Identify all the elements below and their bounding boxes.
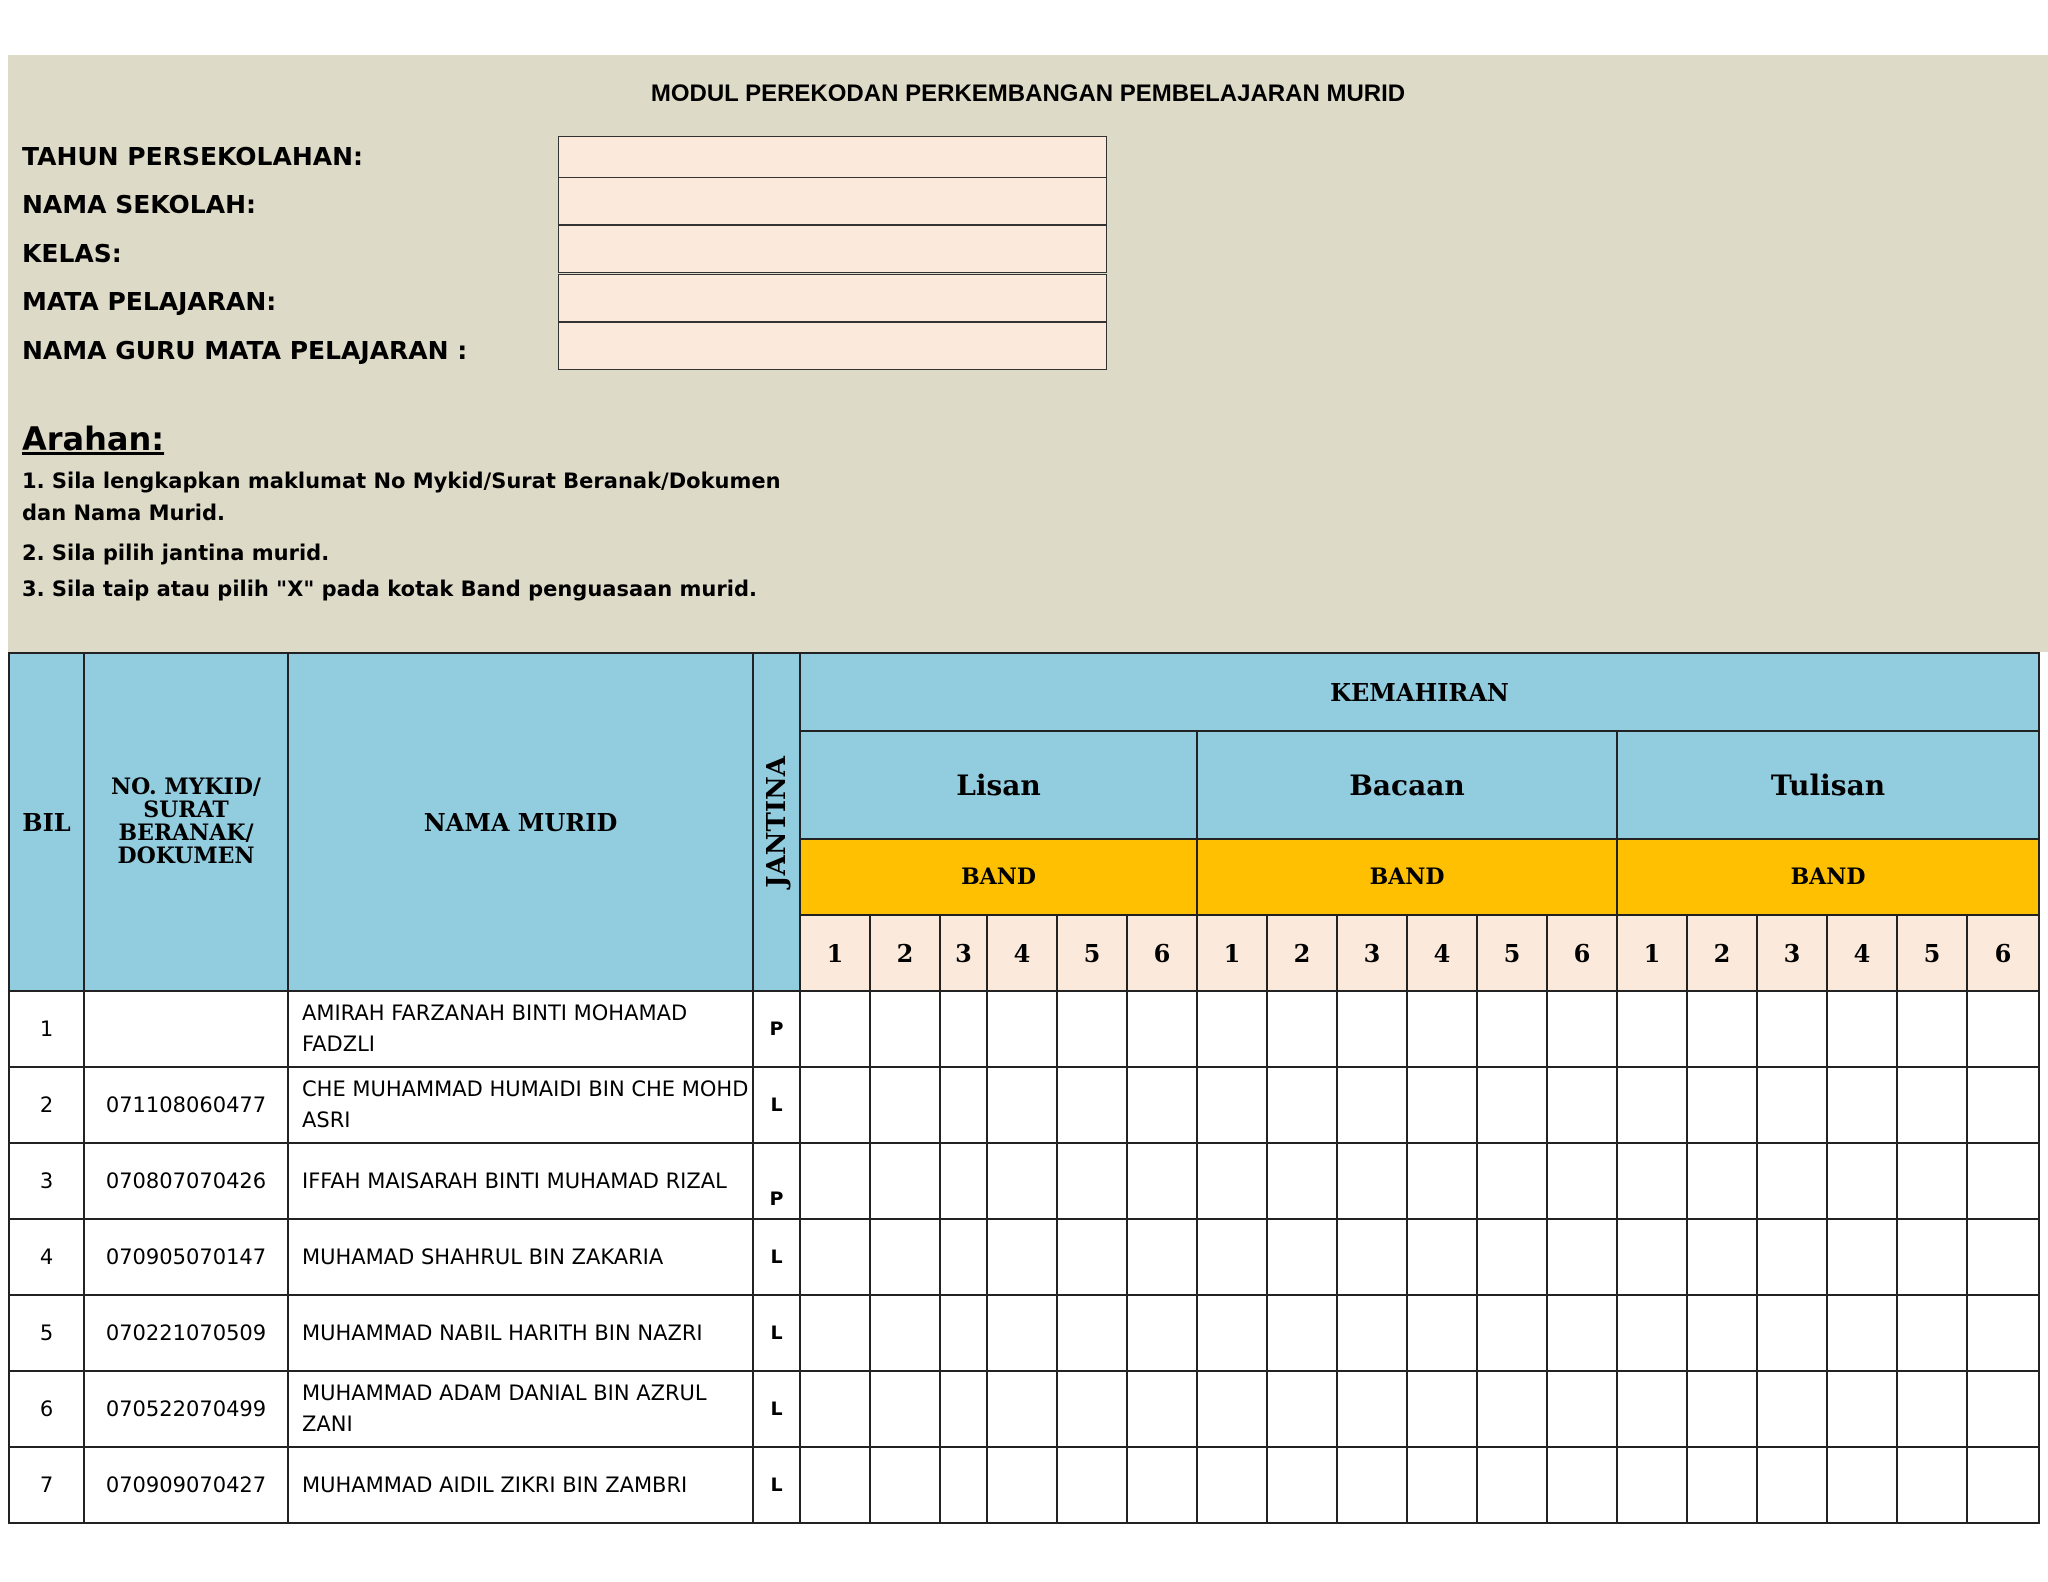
band-cell-tulisan-5[interactable] (1897, 1447, 1967, 1523)
band-cell-tulisan-4[interactable] (1827, 1219, 1897, 1295)
cell-jantina[interactable]: L (753, 1371, 800, 1447)
cell-mykid[interactable]: 070905070147 (84, 1219, 288, 1295)
band-cell-tulisan-4[interactable] (1827, 1143, 1897, 1219)
band-cell-lisan-2[interactable] (870, 1447, 940, 1523)
band-cell-lisan-6[interactable] (1127, 1067, 1197, 1143)
band-cell-lisan-6[interactable] (1127, 1219, 1197, 1295)
band-number-lisan-2: 2 (870, 915, 940, 991)
band-cell-bacaan-3[interactable] (1337, 1067, 1407, 1143)
arahan-line-2: 2. Sila pilih jantina murid. (22, 541, 330, 565)
band-cell-lisan-4[interactable] (987, 1371, 1057, 1447)
header-skill-lisan: Lisan (800, 731, 1197, 839)
band-number-bacaan-4: 4 (1407, 915, 1477, 991)
cell-nama-murid[interactable]: AMIRAH FARZANAH BINTI MOHAMAD FADZLI (288, 991, 753, 1067)
band-cell-tulisan-2[interactable] (1687, 1447, 1757, 1523)
band-cell-lisan-6[interactable] (1127, 1447, 1197, 1523)
header-mykid (84, 653, 288, 991)
band-cell-lisan-4[interactable] (987, 1295, 1057, 1371)
cell-mykid[interactable] (84, 991, 288, 1067)
band-cell-lisan-2[interactable] (870, 991, 940, 1067)
band-cell-tulisan-1[interactable] (1617, 1371, 1687, 1447)
band-cell-bacaan-1[interactable] (1197, 1447, 1267, 1523)
input-nama-sekolah[interactable] (558, 177, 1107, 225)
band-cell-lisan-2[interactable] (870, 1295, 940, 1371)
band-label-lisan: BAND (800, 839, 1197, 915)
arahan-line-3: 3. Sila taip atau pilih "X" pada kotak Band penguasaan murid. (22, 577, 757, 601)
cell-jantina[interactable]: L (753, 1295, 800, 1371)
cell-nama-murid[interactable]: MUHAMMAD NABIL HARITH BIN NAZRI (288, 1295, 753, 1371)
cell-jantina[interactable]: P (753, 1143, 800, 1219)
band-number-tulisan-3: 3 (1757, 915, 1827, 991)
header-jantina-text: JANTINA (761, 756, 792, 888)
band-number-tulisan-6: 6 (1967, 915, 2039, 991)
band-cell-lisan-5[interactable] (1057, 1219, 1127, 1295)
page-title: MODUL PEREKODAN PERKEMBANGAN PEMBELAJARAN MURID (650, 80, 1406, 107)
band-cell-tulisan-5[interactable] (1897, 1371, 1967, 1447)
band-cell-tulisan-6[interactable] (1967, 991, 2039, 1067)
band-cell-bacaan-3[interactable] (1337, 1447, 1407, 1523)
band-cell-lisan-5[interactable] (1057, 1067, 1127, 1143)
band-cell-tulisan-3[interactable] (1757, 1067, 1827, 1143)
band-cell-bacaan-3[interactable] (1337, 1295, 1407, 1371)
band-cell-bacaan-6[interactable] (1547, 1371, 1617, 1447)
cell-jantina[interactable]: L (753, 1219, 800, 1295)
header-jantina (753, 653, 800, 991)
band-cell-bacaan-4[interactable] (1407, 991, 1477, 1067)
band-cell-lisan-1[interactable] (800, 1143, 870, 1219)
band-number-lisan-4: 4 (987, 915, 1057, 991)
cell-bil: 2 (9, 1067, 84, 1143)
input-mata-pelajaran[interactable] (558, 274, 1107, 322)
band-cell-lisan-2[interactable] (870, 1067, 940, 1143)
band-cell-bacaan-6[interactable] (1547, 1447, 1617, 1523)
band-cell-bacaan-2[interactable] (1267, 991, 1337, 1067)
band-cell-tulisan-6[interactable] (1967, 1067, 2039, 1143)
cell-bil: 5 (9, 1295, 84, 1371)
cell-mykid[interactable]: 070522070499 (84, 1371, 288, 1447)
student-row (9, 991, 2039, 1067)
cell-bil: 6 (9, 1371, 84, 1447)
band-number-bacaan-2: 2 (1267, 915, 1337, 991)
cell-mykid[interactable]: 071108060477 (84, 1067, 288, 1143)
band-cell-bacaan-6[interactable] (1547, 1143, 1617, 1219)
band-cell-tulisan-4[interactable] (1827, 1447, 1897, 1523)
band-cell-lisan-3[interactable] (940, 1143, 987, 1219)
cell-mykid[interactable]: 070909070427 (84, 1447, 288, 1523)
band-cell-lisan-2[interactable] (870, 1219, 940, 1295)
band-cell-bacaan-2[interactable] (1267, 1067, 1337, 1143)
band-cell-tulisan-6[interactable] (1967, 1295, 2039, 1371)
band-cell-bacaan-5[interactable] (1477, 991, 1547, 1067)
band-cell-tulisan-1[interactable] (1617, 1067, 1687, 1143)
band-cell-lisan-1[interactable] (800, 1447, 870, 1523)
band-number-bacaan-3: 3 (1337, 915, 1407, 991)
band-cell-lisan-5[interactable] (1057, 1371, 1127, 1447)
band-cell-lisan-6[interactable] (1127, 1295, 1197, 1371)
band-cell-bacaan-3[interactable] (1337, 1371, 1407, 1447)
band-cell-bacaan-4[interactable] (1407, 1067, 1477, 1143)
band-cell-bacaan-5[interactable] (1477, 1067, 1547, 1143)
band-cell-bacaan-4[interactable] (1407, 1143, 1477, 1219)
band-cell-bacaan-2[interactable] (1267, 1447, 1337, 1523)
cell-bil: 3 (9, 1143, 84, 1219)
band-number-lisan-6: 6 (1127, 915, 1197, 991)
cell-nama-murid[interactable]: MUHAMMAD AIDIL ZIKRI BIN ZAMBRI (288, 1447, 753, 1523)
band-cell-tulisan-3[interactable] (1757, 1447, 1827, 1523)
band-cell-bacaan-4[interactable] (1407, 1447, 1477, 1523)
arahan-line-1: 1. Sila lengkapkan maklumat No Mykid/Surat Beranak/Dokumen dan Nama Murid. (22, 469, 781, 525)
band-cell-tulisan-4[interactable] (1827, 991, 1897, 1067)
header-kemahiran: KEMAHIRAN (800, 653, 2039, 731)
header-skill-bacaan: Bacaan (1197, 731, 1617, 839)
band-cell-bacaan-1[interactable] (1197, 1067, 1267, 1143)
band-number-tulisan-5: 5 (1897, 915, 1967, 991)
band-number-lisan-1: 1 (800, 915, 870, 991)
band-cell-lisan-5[interactable] (1057, 1295, 1127, 1371)
band-number-tulisan-2: 2 (1687, 915, 1757, 991)
band-number-tulisan-1: 1 (1617, 915, 1687, 991)
band-cell-bacaan-1[interactable] (1197, 1371, 1267, 1447)
band-cell-tulisan-2[interactable] (1687, 1295, 1757, 1371)
band-cell-lisan-4[interactable] (987, 991, 1057, 1067)
cell-nama-murid[interactable]: MUHAMMAD ADAM DANIAL BIN AZRUL ZANI (288, 1371, 753, 1447)
band-cell-lisan-1[interactable] (800, 1219, 870, 1295)
band-label-bacaan: BAND (1197, 839, 1617, 915)
band-cell-tulisan-6[interactable] (1967, 1447, 2039, 1523)
band-cell-tulisan-2[interactable] (1687, 991, 1757, 1067)
band-cell-tulisan-3[interactable] (1757, 991, 1827, 1067)
band-cell-bacaan-4[interactable] (1407, 1295, 1477, 1371)
band-cell-tulisan-3[interactable] (1757, 1219, 1827, 1295)
band-cell-bacaan-6[interactable] (1547, 991, 1617, 1067)
band-cell-tulisan-5[interactable] (1897, 1143, 1967, 1219)
cell-jantina[interactable]: L (753, 1447, 800, 1523)
band-cell-bacaan-3[interactable] (1337, 1219, 1407, 1295)
student-row (9, 1219, 2039, 1295)
band-cell-lisan-3[interactable] (940, 1295, 987, 1371)
band-cell-lisan-6[interactable] (1127, 991, 1197, 1067)
band-cell-bacaan-2[interactable] (1267, 1219, 1337, 1295)
cell-mykid[interactable]: 070807070426 (84, 1143, 288, 1219)
band-cell-lisan-3[interactable] (940, 991, 987, 1067)
band-cell-bacaan-3[interactable] (1337, 1143, 1407, 1219)
band-cell-bacaan-2[interactable] (1267, 1371, 1337, 1447)
band-cell-lisan-4[interactable] (987, 1447, 1057, 1523)
record-table (8, 652, 2040, 1524)
band-cell-lisan-4[interactable] (987, 1143, 1057, 1219)
band-number-bacaan-5: 5 (1477, 915, 1547, 991)
band-cell-lisan-3[interactable] (940, 1067, 987, 1143)
band-cell-tulisan-1[interactable] (1617, 991, 1687, 1067)
band-cell-tulisan-5[interactable] (1897, 1295, 1967, 1371)
student-row (9, 1295, 2039, 1371)
band-number-tulisan-4: 4 (1827, 915, 1897, 991)
header-bil: BIL (9, 653, 84, 991)
band-cell-bacaan-1[interactable] (1197, 1143, 1267, 1219)
band-cell-lisan-3[interactable] (940, 1219, 987, 1295)
band-cell-lisan-5[interactable] (1057, 1447, 1127, 1523)
band-cell-lisan-3[interactable] (940, 1371, 987, 1447)
student-row (9, 1447, 2039, 1523)
band-cell-tulisan-5[interactable] (1897, 1067, 1967, 1143)
band-number-bacaan-1: 1 (1197, 915, 1267, 991)
student-row (9, 1067, 2039, 1143)
arahan-heading: Arahan: (22, 420, 165, 458)
label-tahun-persekolahan: TAHUN PERSEKOLAHAN: (22, 142, 364, 171)
band-cell-lisan-2[interactable] (870, 1371, 940, 1447)
student-row (9, 1143, 2039, 1219)
band-cell-bacaan-5[interactable] (1477, 1295, 1547, 1371)
band-cell-bacaan-1[interactable] (1197, 991, 1267, 1067)
label-nama-sekolah: NAMA SEKOLAH: (22, 190, 256, 219)
band-cell-lisan-3[interactable] (940, 1447, 987, 1523)
band-cell-lisan-4[interactable] (987, 1219, 1057, 1295)
band-cell-tulisan-5[interactable] (1897, 1219, 1967, 1295)
label-mata-pelajaran: MATA PELAJARAN: (22, 287, 277, 316)
cell-nama-murid[interactable]: IFFAH MAISARAH BINTI MUHAMAD RIZAL (288, 1143, 753, 1219)
student-row (9, 1371, 2039, 1447)
band-cell-bacaan-6[interactable] (1547, 1219, 1617, 1295)
cell-jantina[interactable]: P (753, 991, 800, 1067)
band-cell-lisan-5[interactable] (1057, 991, 1127, 1067)
band-cell-lisan-5[interactable] (1057, 1143, 1127, 1219)
band-cell-tulisan-4[interactable] (1827, 1371, 1897, 1447)
band-cell-tulisan-3[interactable] (1757, 1295, 1827, 1371)
band-label-tulisan: BAND (1617, 839, 2039, 915)
band-cell-tulisan-2[interactable] (1687, 1371, 1757, 1447)
band-cell-lisan-6[interactable] (1127, 1143, 1197, 1219)
band-cell-tulisan-2[interactable] (1687, 1067, 1757, 1143)
band-number-lisan-3: 3 (940, 915, 987, 991)
band-cell-bacaan-5[interactable] (1477, 1447, 1547, 1523)
band-cell-bacaan-2[interactable] (1267, 1295, 1337, 1371)
band-cell-lisan-1[interactable] (800, 1371, 870, 1447)
band-cell-tulisan-5[interactable] (1897, 991, 1967, 1067)
band-cell-lisan-1[interactable] (800, 1295, 870, 1371)
band-cell-tulisan-1[interactable] (1617, 1143, 1687, 1219)
band-cell-bacaan-6[interactable] (1547, 1295, 1617, 1371)
header-skill-tulisan: Tulisan (1617, 731, 2039, 839)
band-cell-bacaan-1[interactable] (1197, 1295, 1267, 1371)
band-cell-bacaan-5[interactable] (1477, 1143, 1547, 1219)
cell-nama-murid[interactable]: CHE MUHAMMAD HUMAIDI BIN CHE MOHD ASRI (288, 1067, 753, 1143)
band-cell-tulisan-3[interactable] (1757, 1143, 1827, 1219)
band-cell-lisan-6[interactable] (1127, 1371, 1197, 1447)
band-cell-tulisan-1[interactable] (1617, 1447, 1687, 1523)
label-kelas: KELAS: (22, 239, 122, 268)
band-cell-tulisan-6[interactable] (1967, 1219, 2039, 1295)
cell-bil: 7 (9, 1447, 84, 1523)
band-number-lisan-5: 5 (1057, 915, 1127, 991)
band-cell-bacaan-5[interactable] (1477, 1371, 1547, 1447)
band-cell-bacaan-2[interactable] (1267, 1143, 1337, 1219)
cell-nama-murid[interactable]: MUHAMAD SHAHRUL BIN ZAKARIA (288, 1219, 753, 1295)
band-number-bacaan-6: 6 (1547, 915, 1617, 991)
cell-bil: 1 (9, 991, 84, 1067)
band-cell-tulisan-2[interactable] (1687, 1219, 1757, 1295)
band-cell-tulisan-6[interactable] (1967, 1143, 2039, 1219)
band-cell-bacaan-4[interactable] (1407, 1371, 1477, 1447)
band-cell-tulisan-2[interactable] (1687, 1143, 1757, 1219)
band-cell-bacaan-4[interactable] (1407, 1219, 1477, 1295)
band-cell-tulisan-1[interactable] (1617, 1295, 1687, 1371)
band-cell-bacaan-6[interactable] (1547, 1067, 1617, 1143)
cell-bil: 4 (9, 1219, 84, 1295)
input-kelas[interactable] (558, 225, 1107, 273)
cell-mykid[interactable]: 070221070509 (84, 1295, 288, 1371)
band-cell-lisan-1[interactable] (800, 1067, 870, 1143)
band-cell-bacaan-5[interactable] (1477, 1219, 1547, 1295)
header-nama-murid: NAMA MURID (288, 653, 753, 991)
band-cell-bacaan-3[interactable] (1337, 991, 1407, 1067)
band-cell-tulisan-4[interactable] (1827, 1067, 1897, 1143)
band-cell-tulisan-3[interactable] (1757, 1371, 1827, 1447)
cell-jantina[interactable]: L (753, 1067, 800, 1143)
label-nama-guru: NAMA GURU MATA PELAJARAN : (22, 336, 468, 365)
header-mykid-text: NO. MYKID/ SURAT BERANAK/ DOKUMEN (111, 774, 261, 869)
band-cell-lisan-1[interactable] (800, 991, 870, 1067)
band-cell-bacaan-1[interactable] (1197, 1219, 1267, 1295)
band-cell-tulisan-4[interactable] (1827, 1295, 1897, 1371)
input-nama-guru[interactable] (558, 322, 1107, 370)
band-cell-lisan-2[interactable] (870, 1143, 940, 1219)
band-cell-tulisan-1[interactable] (1617, 1219, 1687, 1295)
band-cell-tulisan-6[interactable] (1967, 1371, 2039, 1447)
band-cell-lisan-4[interactable] (987, 1067, 1057, 1143)
